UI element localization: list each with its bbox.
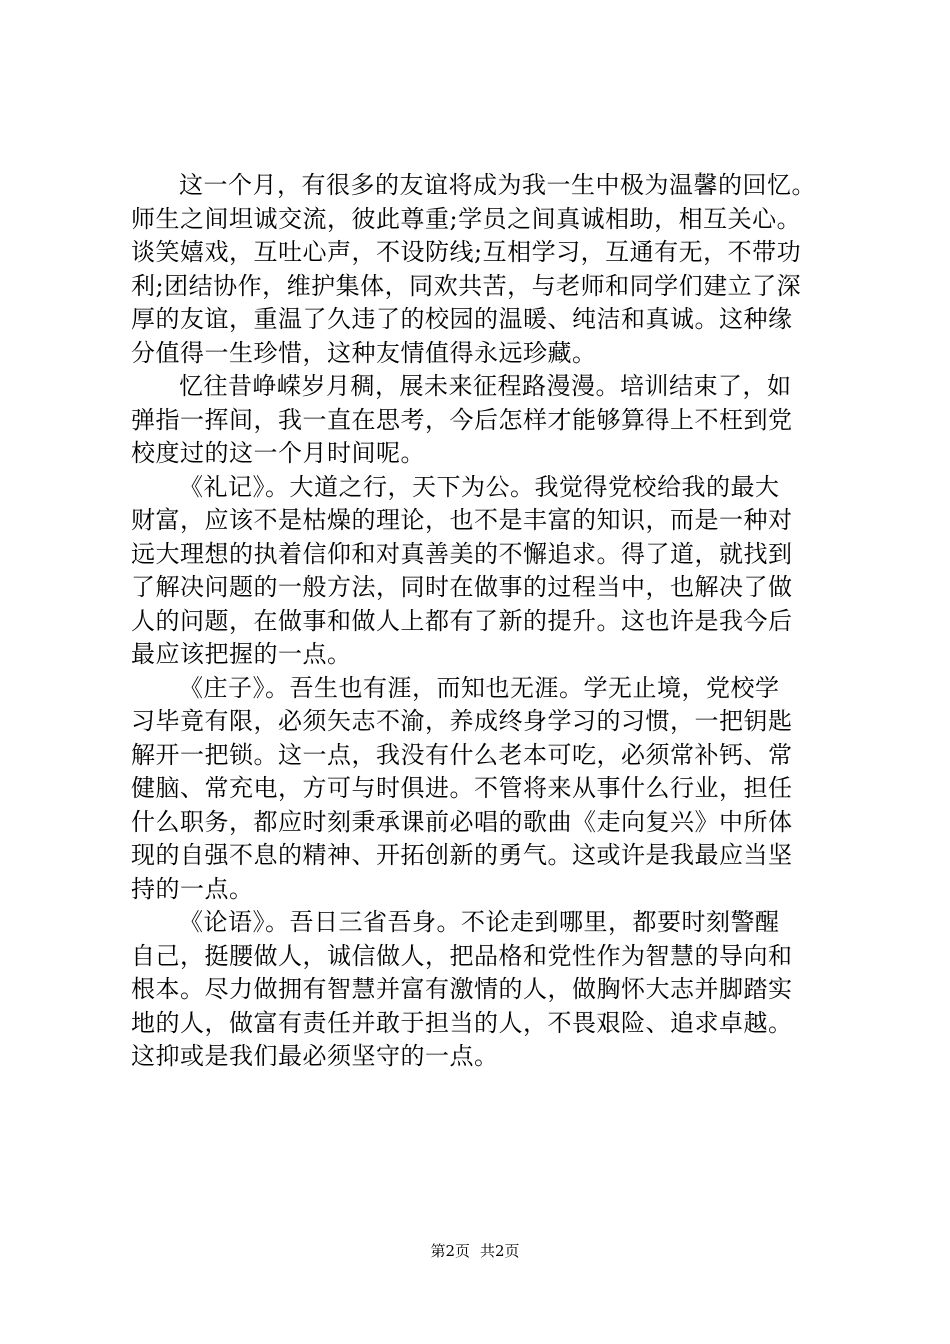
paragraph xyxy=(131,906,827,1074)
paragraph xyxy=(131,672,827,907)
text-line: 根本。尽力做拥有智慧并富有激情的人，做胸怀大志并脚踏实 xyxy=(131,975,793,1003)
paragraph xyxy=(131,370,827,471)
text-line: 了解决问题的一般方法，同时在做事的过程当中，也解决了做 xyxy=(131,573,793,601)
page-total: 共2页 xyxy=(480,1242,520,1260)
text-line: 最应该把握的一点。 xyxy=(131,640,352,668)
paragraph xyxy=(131,169,827,370)
text-line: 谈笑嬉戏，互吐心声，不设防线;互相学习，互通有无，不带功 xyxy=(131,238,802,266)
text-line: 师生之间坦诚交流，彼此尊重;学员之间真诚相助，相互关心。 xyxy=(131,204,802,233)
text-line: 什么职务，都应时刻秉承课前必唱的歌曲《走向复兴》中所体 xyxy=(131,807,793,836)
text-line: 忆往昔峥嵘岁月稠，展未来征程路漫漫。培训结束了，如 xyxy=(179,372,792,400)
page-number: 第2页 xyxy=(430,1242,470,1260)
text-line: 人的问题，在做事和做人上都有了新的提升。这也许是我今后 xyxy=(131,606,793,635)
text-line: 现的自强不息的精神、开拓创新的勇气。这或许是我最应当坚 xyxy=(131,841,793,869)
text-line: 利;团结协作，维护集体，同欢共苦，与老师和同学们建立了深 xyxy=(131,271,802,300)
text-line: 校度过的这一个月时间呢。 xyxy=(131,439,425,467)
text-line: 《庄子》。吾生也有涯，而知也无涯。学无止境，党校学 xyxy=(179,673,780,702)
paragraph xyxy=(131,471,827,672)
text-line: 习毕竟有限，必须矢志不渝，养成终身学习的习惯，一把钥匙 xyxy=(131,707,793,735)
text-line: 持的一点。 xyxy=(131,874,254,903)
text-line: 地的人，做富有责任并敢于担当的人，不畏艰险、追求卓越。 xyxy=(131,1008,793,1037)
page-footer xyxy=(0,1241,950,1261)
document-body xyxy=(131,169,827,1074)
text-line: 这一个月，有很多的友谊将成为我一生中极为温馨的回忆。 xyxy=(179,171,816,199)
text-line: 远大理想的执着信仰和对真善美的不懈追求。得了道，就找到 xyxy=(131,539,793,568)
text-line: 分值得一生珍惜，这种友情值得永远珍藏。 xyxy=(131,338,597,367)
text-line: 这抑或是我们最必须坚守的一点。 xyxy=(131,1042,499,1070)
text-line: 自己，挺腰做人，诚信做人，把品格和党性作为智慧的导向和 xyxy=(131,941,793,970)
text-line: 解开一把锁。这一点，我没有什么老本可吃，必须常补钙、常 xyxy=(131,740,793,769)
text-line: 弹指一挥间，我一直在思考，今后怎样才能够算得上不枉到党 xyxy=(131,405,793,434)
text-line: 厚的友谊，重温了久违了的校园的温暖、纯洁和真诚。这种缘 xyxy=(131,305,793,333)
text-line: 财富，应该不是枯燥的理论，也不是丰富的知识，而是一种对 xyxy=(131,506,793,534)
text-line: 健脑、常充电，方可与时俱进。不管将来从事什么行业，担任 xyxy=(131,774,793,802)
text-line: 《礼记》。大道之行，天下为公。我觉得党校给我的最大 xyxy=(179,472,780,501)
text-line: 《论语》。吾日三省吾身。不论走到哪里，都要时刻警醒 xyxy=(179,908,780,936)
